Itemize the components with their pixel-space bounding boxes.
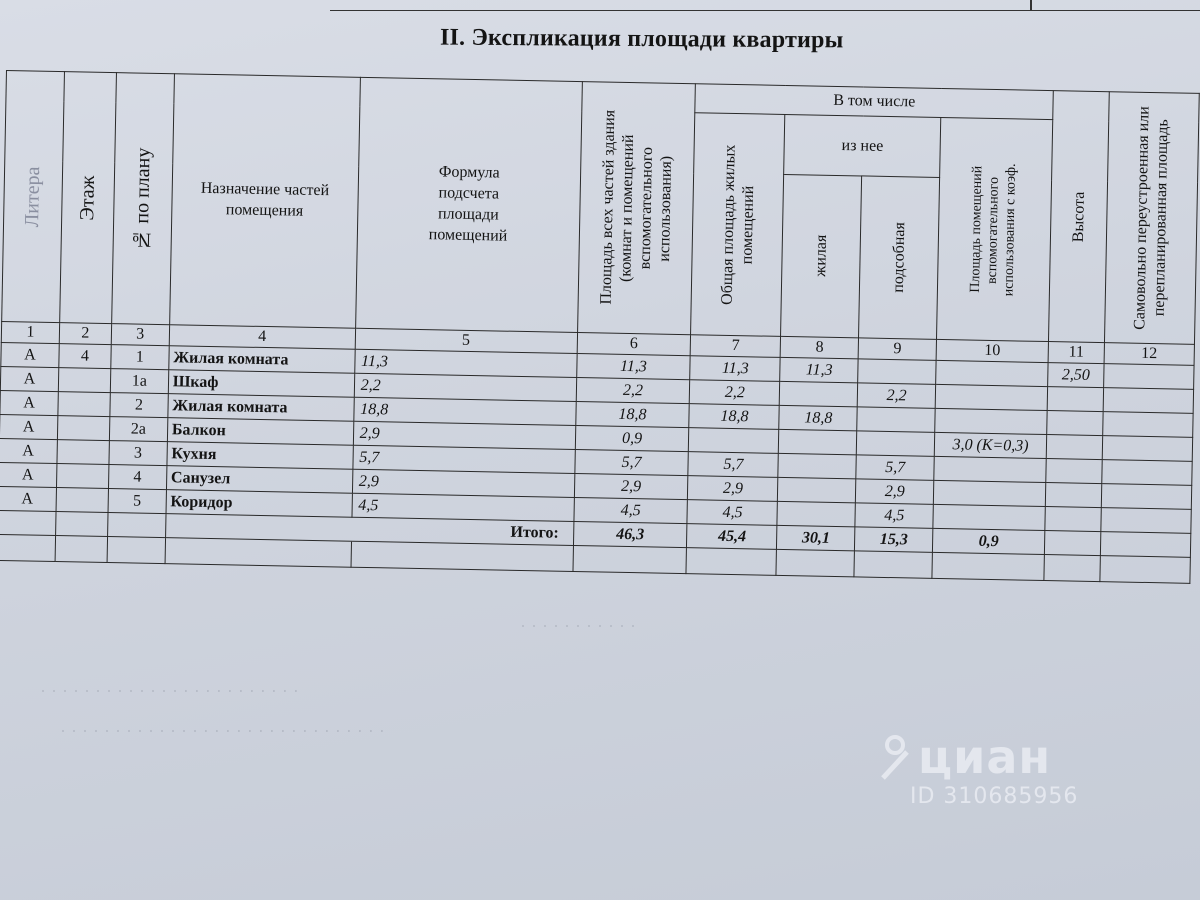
cell-litera: А [0,438,57,463]
cell-aux-coef [936,360,1048,386]
cell-height [1046,459,1102,484]
cell-plan-no: 2а [109,417,167,442]
cell-height: 2,50 [1048,363,1104,388]
cell-plan-no: 3 [109,441,167,466]
cell-height [1045,483,1101,508]
header-auxiliary: подсобная [859,176,940,339]
cell-purpose: Жилая комната [168,394,354,422]
header-formula: Формула подсчета площади помещений [355,77,582,332]
cell-litera: А [0,486,56,511]
cell-aux-coef [933,480,1045,506]
cell-formula: 5,7 [353,445,575,473]
cell-purpose: Балкон [167,418,353,446]
cell-total-area: 2,2 [576,378,690,404]
explication-table [0,70,1200,584]
cell-auxiliary [857,431,935,456]
cell-living-total [689,428,779,454]
header-of-which: из нее [784,114,941,177]
totals-living-total: 45,4 [687,524,777,550]
document-sheet: II. Экспликация площади квартиры Литера Этаж № по плану Назначение частей помещения Формула подсчета площади помещений Площадь всех частей здания (комнат и помещений вспомогательного использования) В том числе Высота Самовольно переустроенная или перепланированная площадь Общая площадь жилых помещений из нее Площадь помещений вспомогательного использования с коэф. жилая подсобная 1 2 3 4 5 6 7 8 9 10 11 12 А 4 1 Жилая комната 11,3 11,3 11,3 11,3 2,50 А 1а Шкаф 2,2 2,2 2,2 2,2 А 2 Жилая комната 18,8 18,8 18,8 18,8 А 2а Балкон 2,9 0,9 3,0 (К=0,3) А 3 Кухня 5,7 5,7 5,7 5,7 А 4 Санузел 2,9 2,9 2,9 2,9 А 5 Коридор 4,5 4,5 4,5 4,5 Итого: 46,3 45,4 30,1 15,3 0,9 · · · · · · · · · · · · · · · · · · · · · · · · · · · · · · · · · · · · · · · · · · · · · · · · · · · · · · · · · · · · · · · · · циан ID 310685956 [0,0,1200,900]
cell-self-built [1101,508,1191,534]
header-living-total: Общая площадь жилых помещений [691,113,785,337]
cell-self-built [1101,484,1191,510]
cell-living-total: 5,7 [688,452,778,478]
cell-living [777,501,855,526]
cell-aux-coef [933,504,1045,530]
watermark-id: ID 310685956 [910,784,1079,809]
cell-aux-coef [934,456,1046,482]
cell-living [778,477,856,502]
cell-height [1045,507,1101,532]
cell-self-built [1102,460,1192,486]
cell-living-total: 11,3 [690,356,780,382]
top-border-line [330,0,1200,11]
watermark [880,730,1078,809]
cell-purpose: Кухня [167,442,353,470]
cell-formula: 18,8 [353,397,575,425]
header-floor: Этаж [60,72,117,324]
cell-living-total: 2,2 [690,380,780,406]
cell-litera: А [0,366,58,391]
cell-litera: А [0,414,58,439]
cell-plan-no: 2 [110,393,168,418]
cell-living [779,429,857,454]
cell-litera: А [0,390,58,415]
cell-self-built [1103,412,1193,438]
cell-total-area: 2,9 [574,473,688,499]
cell-auxiliary: 5,7 [856,455,934,480]
cell-living-total: 2,9 [688,476,778,502]
cell-aux-coef: 3,0 (К=0,3) [934,432,1046,458]
cell-auxiliary: 4,5 [855,503,933,528]
cell-height [1047,411,1103,436]
column-number-row: 1 2 3 4 5 6 7 8 9 10 11 12 [1,321,1194,365]
totals-label: Итого: [351,517,573,545]
cell-auxiliary: 2,9 [856,479,934,504]
totals-total: 46,3 [573,521,687,547]
cell-auxiliary: 2,2 [857,383,935,408]
cell-plan-no: 1 [111,345,169,370]
cell-self-built [1103,388,1193,414]
cell-total-area: 0,9 [575,425,689,451]
cell-living-total: 4,5 [687,500,777,526]
cell-formula: 2,2 [354,373,576,401]
cell-living [780,381,858,406]
cell-plan-no: 5 [108,489,166,514]
cell-height [1046,435,1102,460]
cell-living: 11,3 [780,357,858,382]
cell-living: 18,8 [779,405,857,430]
header-living: жилая [781,174,862,337]
header-plan-no: № по плану [112,73,175,325]
cell-floor [56,464,108,489]
cell-floor [57,440,109,465]
header-purpose: Назначение частей помещения [169,74,360,329]
cell-formula: 4,5 [352,493,574,521]
cell-living [778,453,856,478]
cell-height [1047,387,1103,412]
cell-self-built [1102,436,1192,462]
cell-auxiliary [858,359,936,384]
header-self-built: Самовольно переустроенная или перепланированная площадь [1104,92,1199,345]
cell-purpose: Шкаф [168,370,354,398]
header-total-area: Площадь всех частей здания (комнат и помещений вспомогательного использования) [577,82,696,335]
location-pin-icon [880,734,910,780]
cell-purpose: Санузел [166,466,352,494]
header-including: В том числе [695,84,1053,120]
cell-total-area: 18,8 [575,401,689,427]
totals-aux: 15,3 [855,527,933,552]
cell-floor [58,368,110,393]
header-aux-coef: Площадь помещений вспомогательного использования с коэф. [937,117,1053,341]
cell-auxiliary [857,407,935,432]
header-litera: Литера [2,71,65,323]
cell-floor [56,488,108,513]
cell-formula: 2,9 [353,421,575,449]
cell-formula: 11,3 [354,349,576,377]
cell-litera: А [0,462,57,487]
cell-litera: А [1,342,59,367]
cell-floor [57,416,109,441]
totals-living: 30,1 [777,525,855,550]
cell-aux-coef [935,408,1047,434]
cell-living-total: 18,8 [689,404,779,430]
cell-purpose: Жилая комната [169,346,355,374]
cell-plan-no: 4 [108,465,166,490]
cell-purpose: Коридор [166,490,352,518]
header-height: Высота [1049,91,1110,343]
cell-total-area: 4,5 [573,497,687,523]
cell-total-area: 11,3 [576,354,690,380]
cell-total-area: 5,7 [574,449,688,475]
cell-floor: 4 [59,344,111,369]
cell-aux-coef [935,384,1047,410]
cell-floor [58,392,110,417]
cell-plan-no: 1а [110,369,168,394]
cell-self-built [1104,364,1194,390]
cell-formula: 2,9 [352,469,574,497]
totals-coef: 0,9 [933,528,1045,554]
page-title: II. Экспликация площади квартиры [439,24,844,54]
watermark-brand: циан [918,730,1052,784]
